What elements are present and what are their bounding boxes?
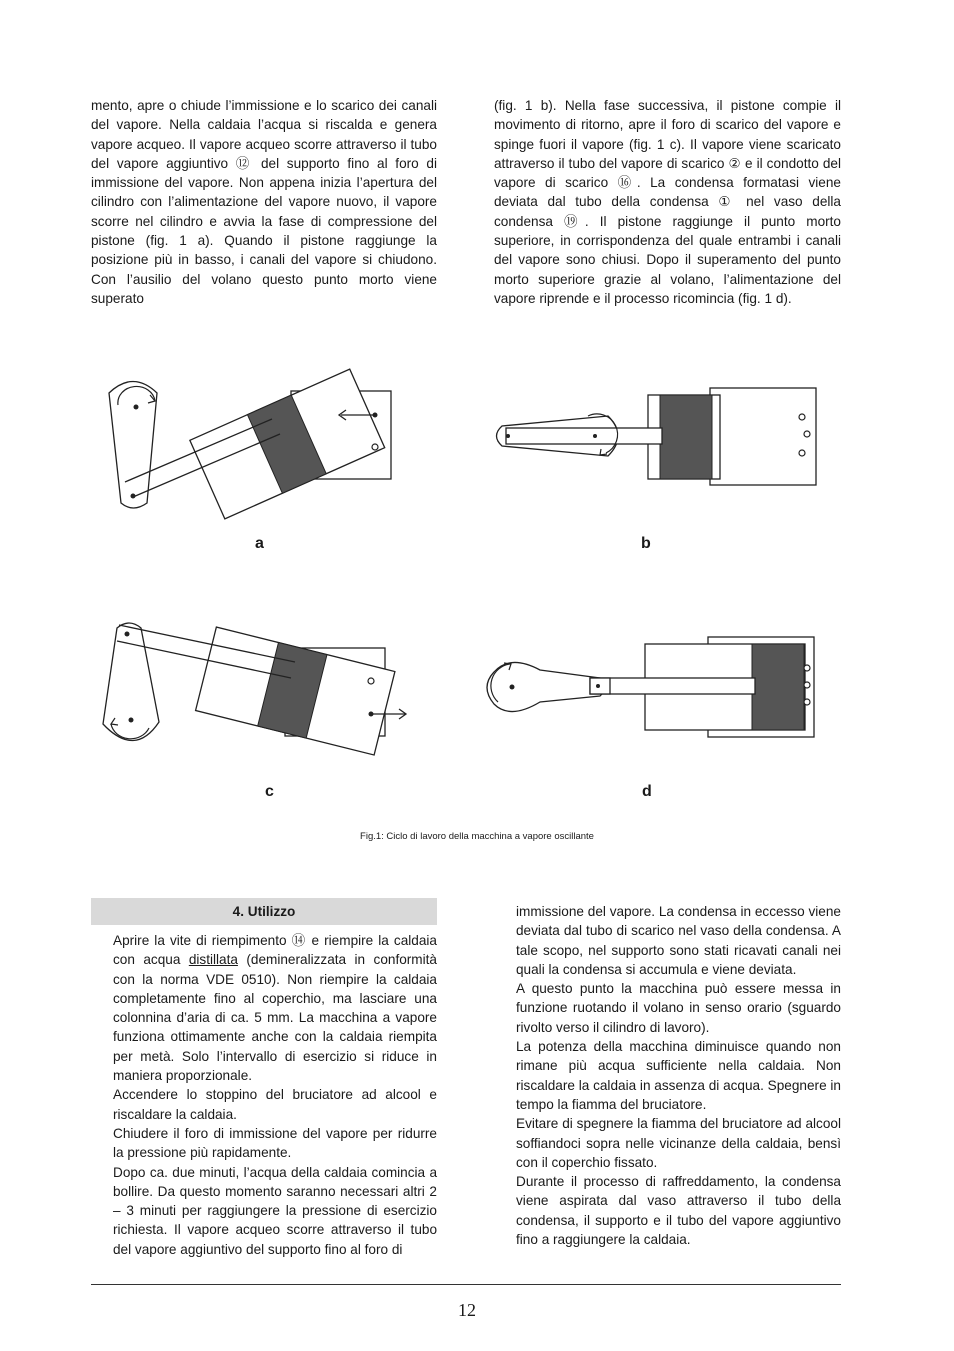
- figure-b-diagram: [488, 383, 828, 493]
- figure-label-b: b: [641, 535, 651, 552]
- column-1-text: [91, 96, 437, 308]
- figure-label-d: d: [642, 783, 652, 800]
- paragraph: mento, apre o chiude l’immissione e lo scarico dei canali del vapore. Nella caldaia l’acqua si riscalda e genera vapore acqueo. Il vapore acqueo scorre attraverso il tubo del vapore aggiuntivo ⑫ del supporto fino al foro di immissione del vapore. Non appena inizia l’apertura del cilindro con l’alimentazione del vapore nuovo, il vapore scorre nel cilindro e avvia la fase di compressione del pistone (fig. 1 a). Quando il pistone raggiunge la posizione più in basso, i canali del vapore si chiudono. Con l’ausilio del volano questo punto morto viene superato: [91, 98, 437, 306]
- figure-caption: Fig.1: Ciclo di lavoro della macchina a vapore oscillante: [360, 831, 594, 842]
- column-2-text: [494, 96, 841, 308]
- text-span: Aprire la vite di riempimento ⑭ e riempire la caldaia con acqua: [113, 933, 437, 968]
- figure-label-c: c: [265, 783, 274, 800]
- paragraph: Durante il processo di raffreddamento, la condensa viene aspirata dal vaso attraverso il tubo della condensa, il supporto e il tubo del vapore aggiuntivo fino a raggiungere la caldaia.: [516, 1174, 841, 1248]
- column-3-text: [113, 931, 437, 1259]
- paragraph: Chiudere il foro di immissione del vapore per ridurre la pressione più rapidamente.: [113, 1125, 437, 1161]
- footer-divider: [91, 1284, 841, 1285]
- page-number: 12: [458, 1300, 476, 1320]
- figure-label-a: a: [255, 535, 264, 552]
- paragraph: A questo punto la macchina può essere messa in funzione ruotando il volano in senso orario (sguardo rivolto verso il cilindro di lavoro).: [516, 981, 841, 1035]
- paragraph: immissione del vapore. La condensa in eccesso viene deviata dal tubo di scarico nel vaso della condensa. A tale scopo, nel supporto sono stati ricavati canali nei quali la condensa si accumula e viene deviata.: [516, 904, 841, 977]
- paragraph: (fig. 1 b). Nella fase successiva, il pistone compie il movimento di ritorno, apre il foro di scarico del vapore e spinge fuori il vapore (fig. 1 c). Il vapore viene scaricato attraverso il tubo del vapore di scarico ② e il condotto del vapore di scarico ⑯. La condensa formatasi viene deviata dal tubo della condensa ① nel vaso della condensa ⑲. Il pistone raggiunge il punto morto superiore, in corrispondenza del quale entrambi i canali del vapore sono chiusi. Dopo il superamento del punto morto superiore grazie al volano, l’alimentazione del vapore riprende e il processo ricomincia (fig. 1 d).: [494, 98, 841, 306]
- paragraph: [113, 931, 437, 1085]
- figure-d-diagram: [480, 632, 830, 747]
- paragraph: Dopo ca. due minuti, l’acqua della caldaia comincia a bollire. Da questo momento saranno necessari altri 2 – 3 minuti per raggiungere la pressione di esercizio richiesta. Il vapore acqueo scorre attraverso il tubo del vapore aggiuntivo del supporto fino al foro di: [113, 1164, 437, 1257]
- figure-a-diagram: [95, 365, 415, 525]
- column-4-text: [516, 902, 841, 1249]
- paragraph: La potenza della macchina diminuisce quando non rimane più acqua sufficiente nella caldaia. Non riscaldare la caldaia in assenza di acqua. Spegnere in tempo la fiamma del bruciatore.: [516, 1039, 841, 1112]
- paragraph: Evitare di spegnere la fiamma del bruciatore ad alcool soffiandoci sopra nelle vicinanze della caldaia, bensì con il coperchio fissato.: [516, 1116, 841, 1170]
- paragraph: Accendere lo stoppino del bruciatore ad alcool e riscaldare la caldaia.: [113, 1087, 437, 1122]
- text-span: (demineralizzata in conformità con la norma VDE 0510). Non riempire la caldaia completamente fino al coperchio, ma lasciare una colonnina d’aria di ca. 5 mm. La macchina a vapore funziona ottimamente anche con la caldaia riempita per metà. Solo l’intervallo di esercizio si riduce in maniera proporzionale.: [113, 952, 437, 1084]
- section-heading: 4. Utilizzo: [91, 898, 437, 925]
- figure-c-diagram: [95, 612, 415, 762]
- underlined-text: distillata: [188, 952, 238, 968]
